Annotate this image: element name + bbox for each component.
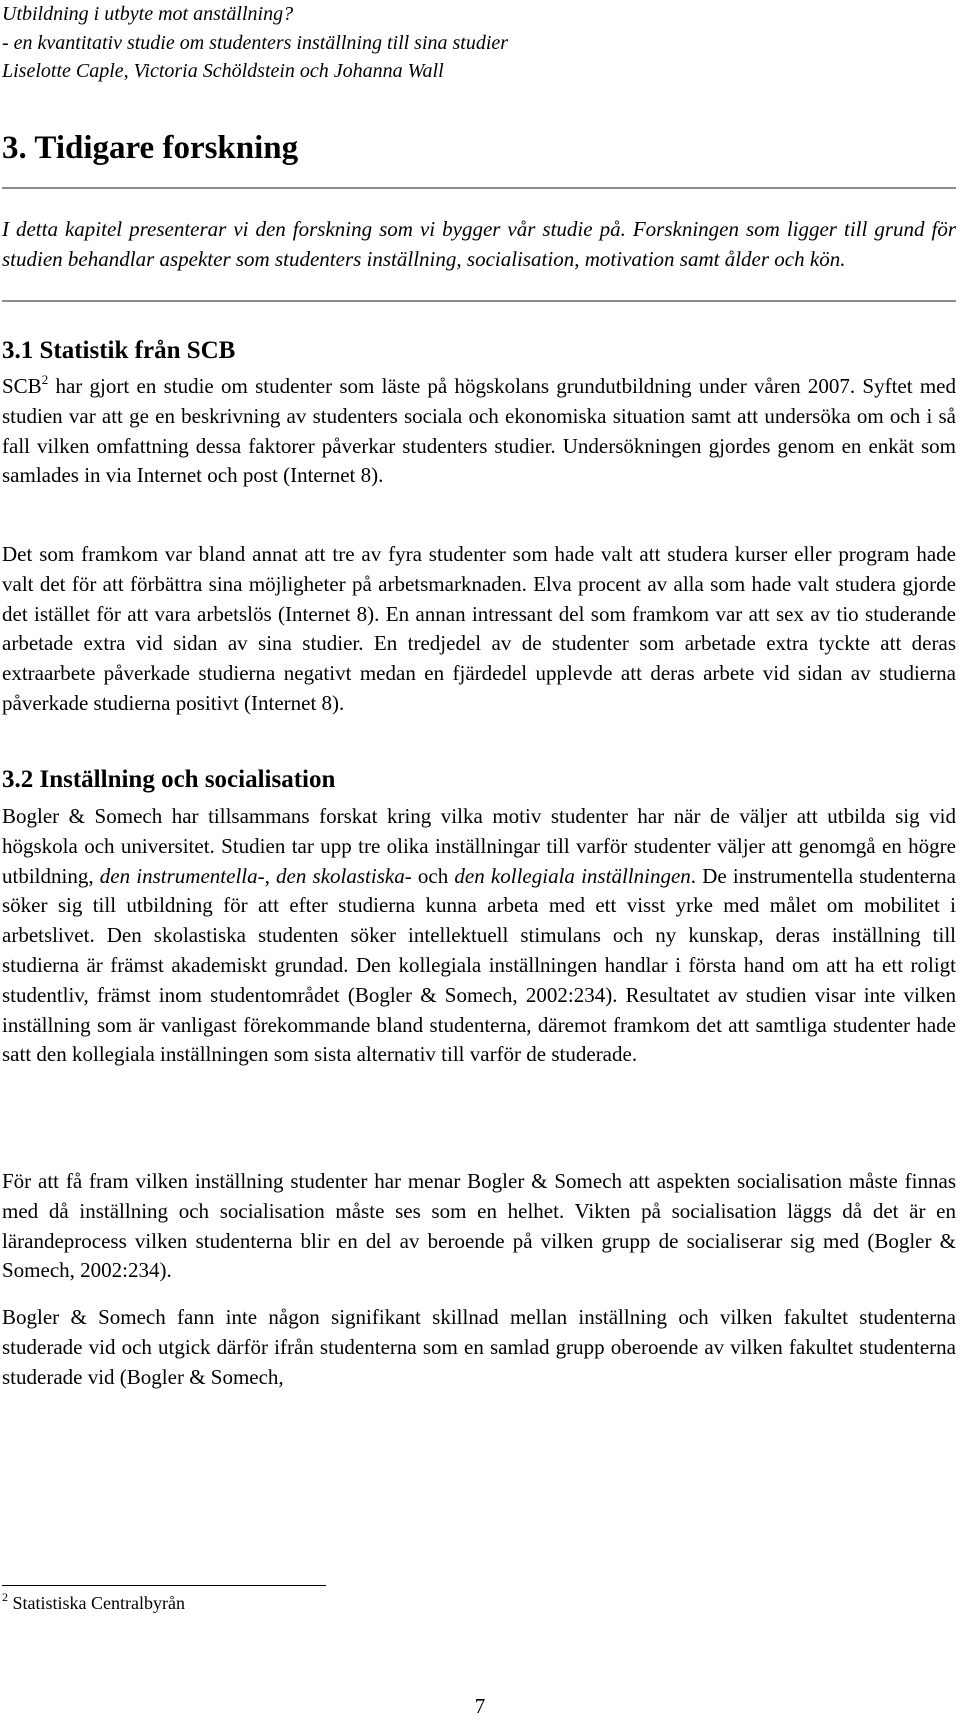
header-title: Utbildning i utbyte mot anställning? <box>2 3 294 25</box>
footnote-number: 2 <box>2 1590 8 1604</box>
paragraph-text: Bogler & Somech har tillsammans forskat kring vilka motiv studenter har när de väljer att utbilda sig vid högskola och universitet. Studien tar upp tre olika inställningar till varför studenter väljer att genomgå en högre utbildning, <box>2 804 956 888</box>
section-3-1-paragraph-2: Det som framkom var bland annat att tre av fyra studenter som hade valt att studera kurser eller program hade valt det för att förbättra sina möjligheter på arbetsmarknaden. Elva procent av alla som hade valt studera gjorde det istället för att vara arbetslös (Internet 8). En annan intressant del som framkom var att sex av tio studerande arbetade extra vid sidan av sina studier. En tredjedel av de studenter som arbetade extra tyckte att deras extraarbete påverkade studierna negativt medan en fjärdedel upplevde att deras arbete vid sidan av studierna påverkade studierna positivt (Internet 8). <box>2 542 956 715</box>
footnote <box>2 1590 185 1616</box>
footnote-text: Statistiska Centralbyrån <box>8 1593 185 1613</box>
section-3-1-paragraph-1 <box>2 372 956 491</box>
section-heading-3-1: 3.1 Statistik från SCB <box>2 337 236 364</box>
chapter-intro: I detta kapitel presenterar vi den forskning som vi bygger vår studie på. Forskningen som ligger till grund för studien behandlar aspekter som studenters inställning, socialisation, motivation samt ålder och kön. <box>2 217 956 271</box>
italic-terms-2: den kollegiala inställningen <box>454 863 691 888</box>
paragraph-text: och <box>411 863 455 888</box>
italic-terms-1: den instrumentella-, den skolastiska- <box>99 863 412 888</box>
intro-top-rule <box>2 187 956 189</box>
section-3-2-paragraph-2: För att få fram vilken inställning studenter har menar Bogler & Somech att aspekten socialisation måste finnas med då inställning och socialisation måste ses som en helhet. Vikten på socialisation läggs då det är en lärandeprocess vilken studenterna blir en del av beroende på vilken grupp de socialiserar sig med (Bogler & Somech, 2002:234). <box>2 1169 956 1283</box>
section-3-2-paragraph-1 <box>2 802 956 1070</box>
header-authors: Liselotte Caple, Victoria Schöldstein och Johanna Wall <box>2 60 444 82</box>
scb-lead: SCB <box>2 374 42 398</box>
section-heading-3-2: 3.2 Inställning och socialisation <box>2 766 336 793</box>
paragraph-text: har gjort en studie om studenter som läste på högskolans grundutbildning under våren 2007. Syftet med studien var att ge en beskrivning av studenters sociala och ekonomiska situation samt att undersöka om och i så fall vilken omfattning dessa faktorer påverkar studenters studier. Undersökningen gjordes genom en enkät som samlades in via Internet och post (Internet 8). <box>2 374 956 488</box>
paragraph-text: . De instrumentella studenterna söker sig till utbildning för att efter studierna kunna arbeta med ett visst yrke med målet om mobilitet i arbetslivet. Den skolastiska studenten söker intellektuell stimulans och ny kunskap, deras inställning till studierna är främst akademiskt grundad. Den kollegiala inställningen handlar i första hand om att ha ett roligt studentliv, främst inom studentområdet (Bogler & Somech, 2002:234). Resultatet av studien visar inte vilken inställning som är vanligast förekommande bland studenterna, däremot framkom det att samtliga studenter hade satt den kollegiala inställningen som sista alternativ till varför de studerade. <box>2 863 956 1067</box>
running-header <box>2 0 508 86</box>
intro-bottom-rule <box>2 300 956 302</box>
footnote-ref: 2 <box>41 372 49 387</box>
footnote-separator <box>2 1585 326 1586</box>
header-subtitle: - en kvantitativ studie om studenters inställning till sina studier <box>2 31 509 54</box>
page-number: 7 <box>474 1694 486 1718</box>
chapter-heading: 3. Tidigare forskning <box>2 130 299 166</box>
section-3-2-paragraph-3: Bogler & Somech fann inte någon signifikant skillnad mellan inställning och vilken fakultet studenterna studerade vid och utgick därför ifrån studenterna som en samlad grupp oberoende av vilken fakultet studenterna studerade vid (Bogler & Somech, <box>2 1305 956 1389</box>
